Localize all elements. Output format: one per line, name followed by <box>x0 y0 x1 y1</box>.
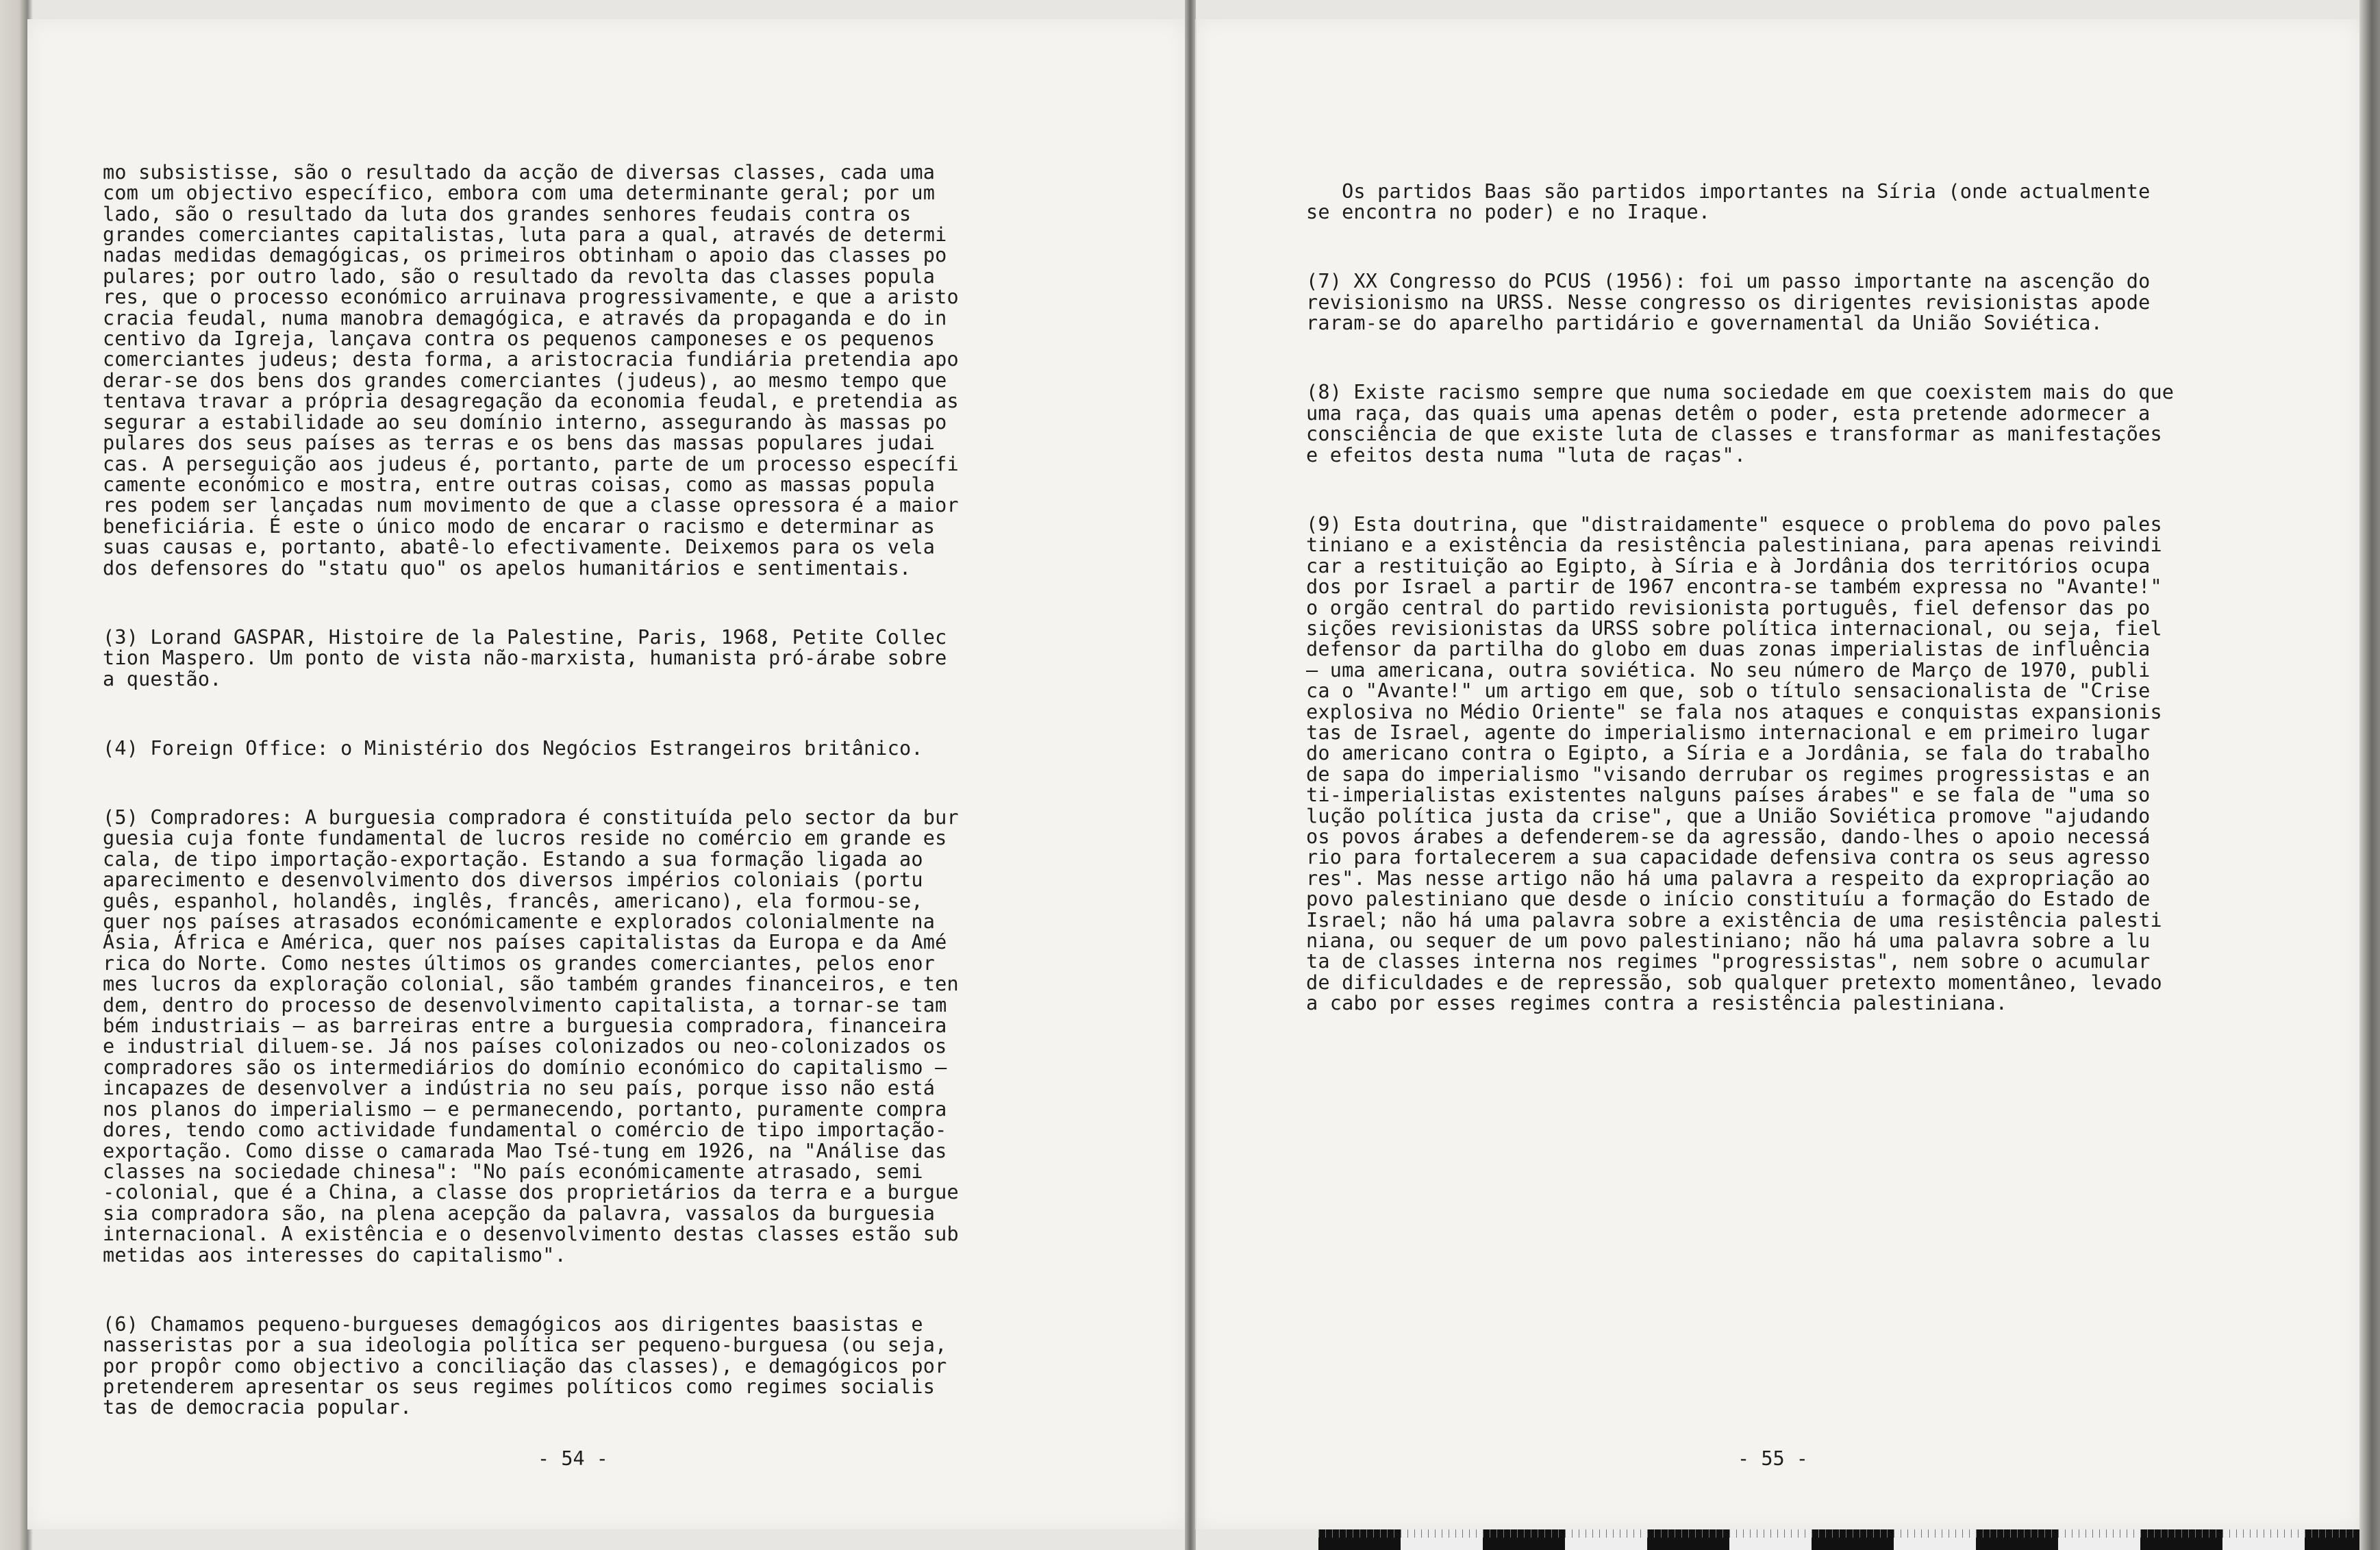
footnote-7: (7) XX Congresso do PCUS (1956): foi um passo importante na ascenção do revisionismo na URSS. Nesse congresso os dirigentes revisionistas apode raram-se do aparelho partidário e governamental da União Soviética. <box>1306 270 2151 335</box>
ruler-ticks <box>1318 1529 2359 1538</box>
footnote-6: (6) Chamamos pequeno-burgueses demagógicos aos dirigentes baasistas e nasseristas por a sua ideologia política ser pequeno-burguesa (ou seja, por propôr como objectivo a conciliação das classes), e demagógicos por pretenderem apresentar os seus regimes políticos como regimes socialis tas de democracia popular. <box>103 1312 947 1419</box>
footnote-4: (4) Foreign Office: o Ministério dos Negócios Estrangeiros britânico. <box>103 736 923 760</box>
footnote-5: (5) Compradores: A burguesia compradora é constituída pelo sector da bur guesia cuja fonte fundamental de lucros reside no comércio em grande es cala, de tipo importação-exportação. Estando a sua formação ligada ao aparecimento e desenvolvimento dos diversos impérios coloniais (portu guês, espanhol, holandês, inglês, francês, americano), ela formou-se, quer nos países atrasados económicamente e explorados colonialmente na Ásia, África e América, quer nos países capitalistas da Europa e da Amé rica do Norte. Como nestes últimos os grandes comerciantes, pelos enor mes lucros da exploração colonial, são também grandes financeiros, e ten dem, dentro do processo de desenvolvimento capitalista, a tornar-se tam bém industriais — as barreiras entre a burguesia compradora, financeira e industrial diluem-se. Já nos países colonizados ou neo-colonizados os compradores são os intermediários do domínio económico do capitalismo — incapazes de desenvolver a indústria no seu país, porque isso não está nos planos do imperialismo — e permanecendo, portanto, puramente compra dores, tendo como actividade fundamental o comércio de tipo importação- exportação. Como disse o camarada Mao Tsé-tung em 1926, na "Análise das classes na sociedade chinesa": "No país económicamente atrasado, semi -colonial, que é a China, a classe dos proprietários da terra e a burgue sia compradora são, na plena acepção da palavra, vassalos da burguesia internacional. A existência e o desenvolvimento destas classes estão sub metidas aos interesses do capitalismo". <box>103 806 959 1266</box>
scale-ruler <box>1318 1529 2359 1550</box>
footnote-8: (8) Existe racismo sempre que numa sociedade em que coexistem mais do que uma raça, das quais uma apenas detêm o poder, esta pretende adormecer a consciência de que existe luta de classes e transformar as manifestações e efeitos desta numa "luta de raças". <box>1306 381 2175 466</box>
page-stack-edge <box>2359 0 2380 1550</box>
left-page <box>27 19 1186 1529</box>
book-gutter <box>1185 0 1196 1550</box>
page-number-right: - 55 - <box>1738 1447 1808 1470</box>
right-page-text <box>1306 140 2306 1062</box>
page-number-left: - 54 - <box>538 1447 608 1470</box>
footnote-3: (3) Lorand GASPAR, Histoire de la Palestine, Paris, 1968, Petite Collec tion Maspero. Um ponto de vista não-marxista, humanista pró-árabe sobre a questão. <box>103 625 947 690</box>
footnote-9: (9) Esta doutrina, que "distraidamente" esquece o problema do povo pales tiniano e a existência da resistência palestiniana, para apenas reivindi car a restituição ao Egipto, à Síria e à Jordânia dos territórios ocupa dos por Israel a partir de 1967 encontra-se também expressa no "Avante!" o orgão central do partido revisionista português, fiel defensor das po sições revisionistas da URSS sobre política internacional, ou seja, fiel defensor da partilha do globo em duas zonas imperialistas de influência — uma americana, outra soviética. No seu número de Março de 1970, publi ca o "Avante!" um artigo em que, sob o título sensacionalista de "Crise explosiva no Médio Oriente" se fala nos ataques e conquistas expansionis tas de Israel, agente do imperialismo internacional e em primeiro lugar do americano contra o Egipto, a Síria e a Jordânia, se fala do trabalho de sapa do imperialismo "visando derrubar os regimes progressistas e an ti-imperialistas existentes nalguns países árabes" e se fala de "uma so lução política justa da crise", que a União Soviética promove "ajudando os povos árabes a defenderem-se da agressão, dando-lhes o apoio necessá rio para fortalecerem a sua capacidade defensiva contra os seus agresso res". Mas nesse artigo não há uma palavra a respeito da expropriação ao povo palestiniano que desde o início constituíu a formação do Estado de Israel; não há uma palavra sobre a existência de uma resistência palesti niana, ou sequer de um povo palestiniano; não há uma palavra sobre a lu ta de classes interna nos regimes "progressistas", nem sobre o acumular de dificuldades e de repressão, sob qualquer pretexto momentâneo, levado a cabo por esses regimes contra a resistência palestiniana. <box>1306 512 2162 1015</box>
paragraph-baas-parties: Os partidos Baas são partidos importantes na Síria (onde actualmente se encontra no poder) e no Iraque. <box>1306 179 2151 224</box>
paragraph-racism-explanation: mo subsistisse, são o resultado da acção de diversas classes, cada uma com um objectivo específico, embora com uma determinante geral; por um lado, são o resultado da luta dos grandes senhores feudais contra os grandes comerciantes capitalistas, luta para a qual, através de determi nadas medidas demagógicas, os primeiros obtinham o apoio das classes po pulares; por outro lado, são o resultado da revolta das classes popula res, que o processo económico arruinava progressivamente, e que a aristo cracia feudal, numa manobra demagógica, e através da propaganda e do in centivo da Igreja, lançava contra os pequenos camponeses e os pequenos comerciantes judeus; desta forma, a aristocracia fundiária pretendia apo derar-se dos bens dos grandes comerciantes (judeus), ao mesmo tempo que tentava travar a própria desagregação da economia feudal, e pretendia as segurar a estabilidade ao seu domínio interno, assegurando às massas po pulares dos seus países as terras e os bens das massas populares judai cas. A perseguição aos judeus é, portanto, parte de um processo específi camente económico e mostra, entre outras coisas, como as massas popula res podem ser lançadas num movimento de que a classe opressora é a maior beneficiária. É este o único modo de encarar o racismo e determinar as suas causas e, portanto, abatê-lo efectivamente. Deixemos para os vela dos defensores do "statu quo" os apelos humanitários e sentimentais. <box>103 160 959 579</box>
left-page-text <box>103 121 1116 1467</box>
right-page <box>1195 19 2361 1529</box>
